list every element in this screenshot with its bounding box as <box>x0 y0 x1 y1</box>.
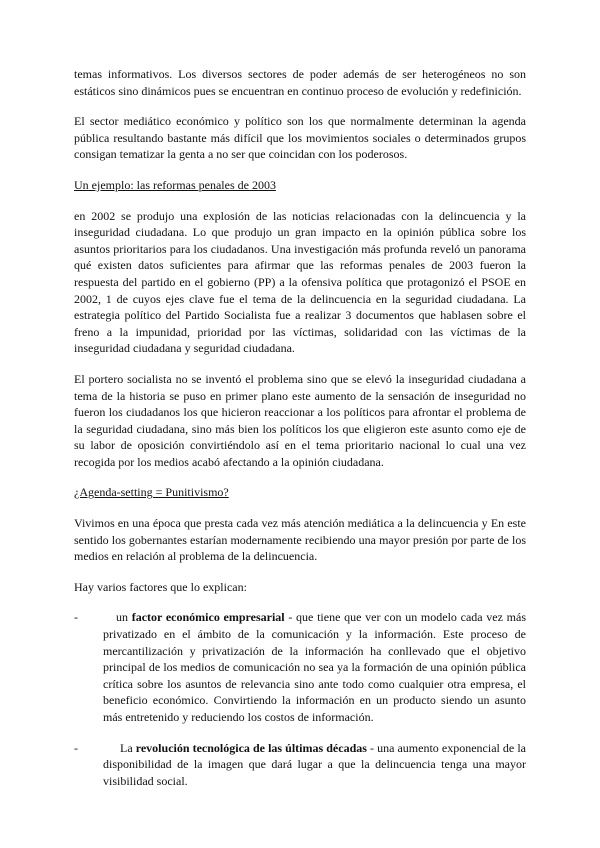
list-item-text: - una aumento exponencial de la disponibilidad de la imagen que dará lugar a que la delincuencia tenga una mayor visibilidad social. <box>103 740 527 788</box>
list-item <box>74 740 526 790</box>
list-item <box>74 609 526 725</box>
list-item-lead: La <box>120 740 133 755</box>
paragraph-5: Vivimos en una época que presta cada vez más atención mediática a la delincuencia y En este sentido los gobernantes estarían modernamente recibiendo una mayor presión por parte de los medios en relación al problema de la delincuencia. <box>74 516 526 564</box>
list-item-lead: un <box>116 610 128 625</box>
list-item-bold-term: factor económico empresarial <box>131 610 285 625</box>
paragraph-3: en 2002 se produjo una explosión de las noticias relacionadas con la delincuencia y la inseguridad ciudadana. Lo que produjo un gran impacto en la opinión pública sobre los asuntos prioritarios para los ciudadanos. Una investigación más profunda reveló un panorama qué existen datos suficientes para afirmar que las reformas penales de 2003 fueron la respuesta del partido en el gobierno (PP) a la ofensiva política que protagonizó el PSOE en 2002, 1 de cuyos ejes clave fue el tema de la delincuencia en la seguridad ciudadana. La estrategia político del Partido Socialista fue a realizar 3 documentos que hablasen sobre el freno a la impunidad, prioridad por las víctimas, solidaridad con las víctimas de la inseguridad ciudadana y seguridad ciudadana. <box>74 208 526 356</box>
factors-list <box>74 609 526 789</box>
section-heading-reformas: Un ejemplo: las reformas penales de 2003 <box>74 177 276 192</box>
list-item-bold-term: revolución tecnológica de las últimas décadas <box>135 740 367 755</box>
list-item-text: - que tiene que ver con un modelo cada vez más privatizado en el ámbito de la comunicación y la información. Este proceso de mercantilización y privatización de la información ha conllevado que el objetivo principal de los medios de comunicación no sea ya la formación de una opinión pública crítica sobre los asuntos de relevancia sino ante todo como cualquier otra empresa, el beneficio económico. Convirtiendo la información en un producto siendo un asunto más entretenido y reduciendo los costos de información. <box>103 610 526 724</box>
paragraph-1: temas informativos. Los diversos sectores de poder además de ser heterogéneos no son estáticos sino dinámicos pues se encuentran en continuo proceso de evolución y redefinición. <box>74 67 526 98</box>
paragraph-2: El sector mediático económico y político son los que normalmente determinan la agenda pública resultando bastante más difícil que los movimientos sociales o determinados grupos consigan tematizar la genta a no ser que coincidan con los poderosos. <box>74 114 526 162</box>
bullet-dash: - <box>74 740 78 755</box>
section-heading-agenda-setting: ¿Agenda-setting = Punitivismo? <box>74 485 229 500</box>
paragraph-6: Hay varios factores que lo explican: <box>74 579 247 594</box>
paragraph-4: El portero socialista no se inventó el problema sino que se elevó la inseguridad ciudadana a tema de la historia se puso en primer plano este aumento de la sensación de inseguridad no fueron los ciudadanos los que hicieron reaccionar a los políticos para afrontar el problema de la seguridad ciudadana, sino más bien los políticos los que eligieron este asunto como eje de su labor de oposición convirtiéndolo así en el tema prioritario nacional lo cual una vez recogida por los medios acabó afectando a la opinión ciudadana. <box>74 371 526 469</box>
bullet-dash: - <box>74 610 78 625</box>
